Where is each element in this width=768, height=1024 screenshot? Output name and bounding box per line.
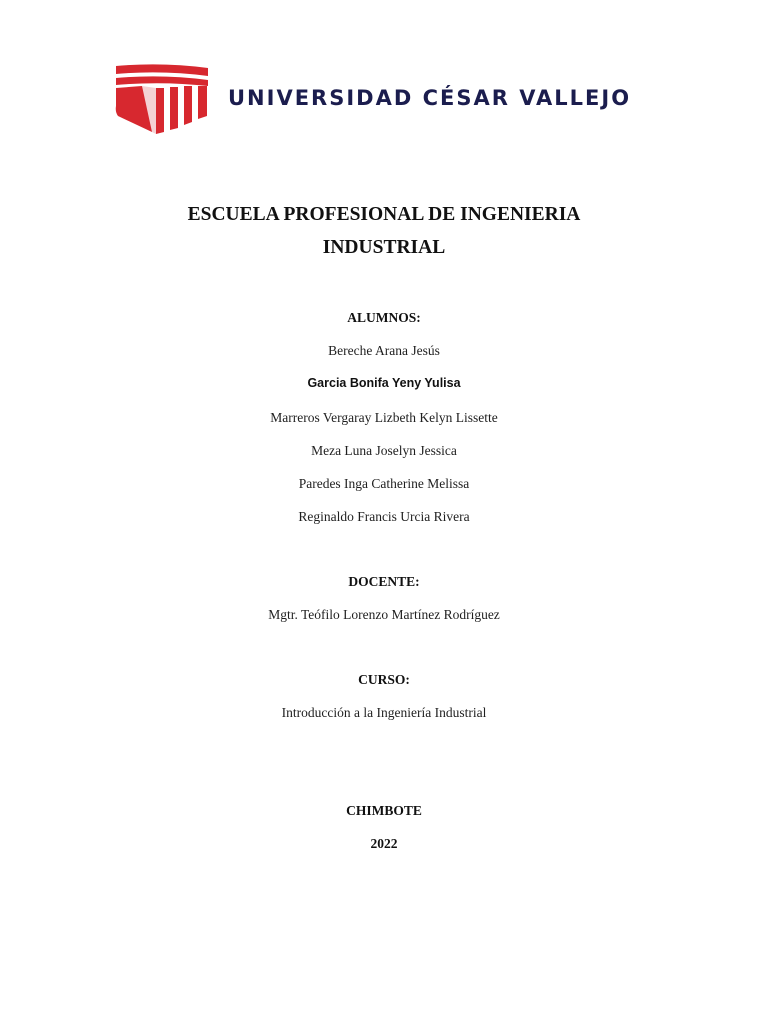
student-name: Reginaldo Francis Urcia Rivera — [298, 509, 470, 524]
course-heading: CURSO: — [358, 672, 410, 687]
student-name: Bereche Arana Jesús — [328, 343, 440, 358]
teacher-heading: DOCENTE: — [348, 574, 420, 589]
ucv-shield-logo-icon — [112, 62, 212, 138]
title-line-1: ESCUELA PROFESIONAL DE INGENIERIA — [187, 204, 581, 225]
student-name: Paredes Inga Catherine Melissa — [298, 476, 470, 491]
course-name: Introducción a la Ingeniería Industrial — [281, 705, 487, 720]
student-name: Marreros Vergaray Lizbeth Kelyn Lissette — [270, 410, 498, 425]
page-title — [0, 198, 768, 264]
city-label: CHIMBOTE — [346, 803, 422, 818]
student-name: Meza Luna Joselyn Jessica — [311, 443, 457, 458]
title-line-2: INDUSTRIAL — [322, 237, 446, 258]
year-label: 2022 — [370, 836, 398, 851]
student-name: Garcia Bonifa Yeny Yulisa — [307, 376, 461, 390]
students-heading: ALUMNOS: — [347, 310, 421, 325]
university-header — [112, 62, 652, 142]
teacher-name: Mgtr. Teófilo Lorenzo Martínez Rodríguez — [268, 607, 500, 622]
university-name: UNIVERSIDAD CÉSAR VALLEJO — [228, 86, 632, 110]
